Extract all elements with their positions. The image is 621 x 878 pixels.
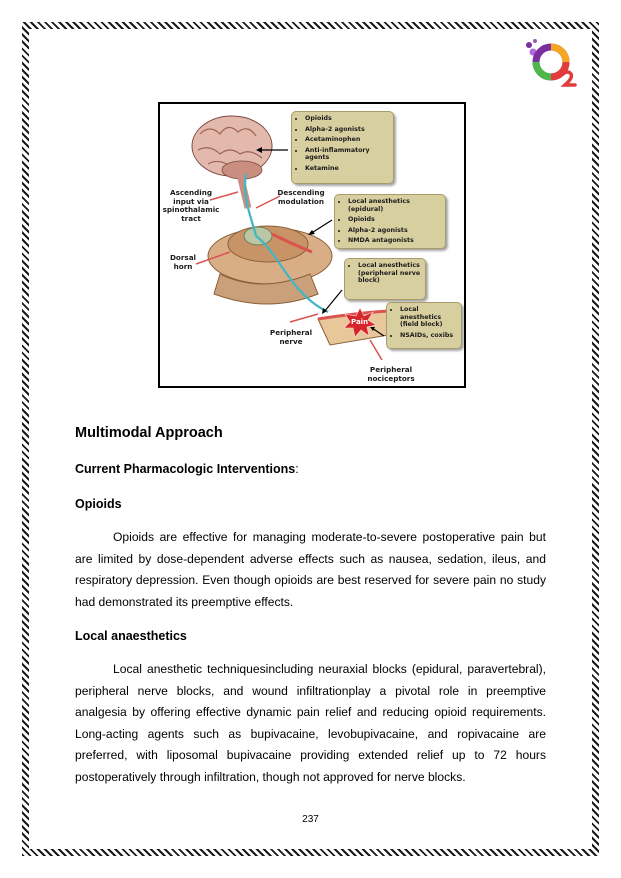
box1-item: • Anti-inflammatory agents xyxy=(305,147,389,162)
label-ascending-input: Ascending input via spinothalamic tract xyxy=(162,188,220,223)
box3-item: • Local anesthetics (peripheral nerve block) xyxy=(358,262,421,285)
box-systemic-agents xyxy=(291,111,394,184)
current-interventions-label: Current Pharmacologic Interventions xyxy=(75,462,296,476)
opioids-subheading: Opioids xyxy=(75,497,122,511)
box1-item: • Alpha-2 agonists xyxy=(305,126,389,134)
label-dorsal-horn: Dorsal horn xyxy=(169,253,197,271)
pain-pathway-figure xyxy=(158,102,466,388)
label-peripheral-nociceptors: Peripheral nociceptors xyxy=(367,365,415,383)
opioids-paragraph: Opioids are effective for managing moderate-to-severe postoperative pain but are limited by dose-dependent adverse effects such as nausea, sedation, ileus, and respiratory depression. Even though opioids are best reserved for severe pain no study had demonstrated its preemptive effects. xyxy=(75,530,546,609)
local-anaesthetics-subheading: Local anaesthetics xyxy=(75,629,187,643)
section-heading: Multimodal Approach xyxy=(75,425,223,441)
box-spinal-agents xyxy=(334,194,446,249)
box2-item: • Alpha-2 agonists xyxy=(348,227,441,235)
o2-logo-icon xyxy=(523,38,579,88)
label-pain: Pain xyxy=(351,318,369,326)
box1-item: • Acetaminophen xyxy=(305,136,389,144)
box-field-block xyxy=(386,302,462,349)
box1-item: • Ketamine xyxy=(305,165,389,173)
local-anaesthetics-paragraph: Local anesthetic techniquesincluding neuraxial blocks (epidural, paravertebral), peripheral nerve blocks, and wound infiltrationplay a pivotal role in preemptive analgesia by offering effective dynamic pain relief and reducing opioid requirements. Long-acting agents such as bupivacaine, levobupivacaine, and ropivacaine are preferred, with liposomal bupivacaine providing extended relief up to 72 hours postoperatively through infiltration, though not approved for nerve blocks. xyxy=(75,662,546,784)
box4-item: • NSAIDs, coxibs xyxy=(400,332,457,340)
page-number: 237 xyxy=(302,814,319,825)
label-descending-modulation: Descending modulation xyxy=(277,188,325,206)
label-peripheral-nerve: Peripheral nerve xyxy=(269,328,313,346)
current-interventions-colon: : xyxy=(295,462,299,476)
current-interventions-subheading xyxy=(75,462,299,476)
box4-item: • Local anesthetics (field block) xyxy=(400,306,457,329)
box2-item: • Opioids xyxy=(348,216,441,224)
box1-item: • Opioids xyxy=(305,115,389,123)
box-nerve-block xyxy=(344,258,426,300)
box2-item: • NMDA antagonists xyxy=(348,237,441,245)
box2-item: • Local anesthetics (epidural) xyxy=(348,198,441,213)
